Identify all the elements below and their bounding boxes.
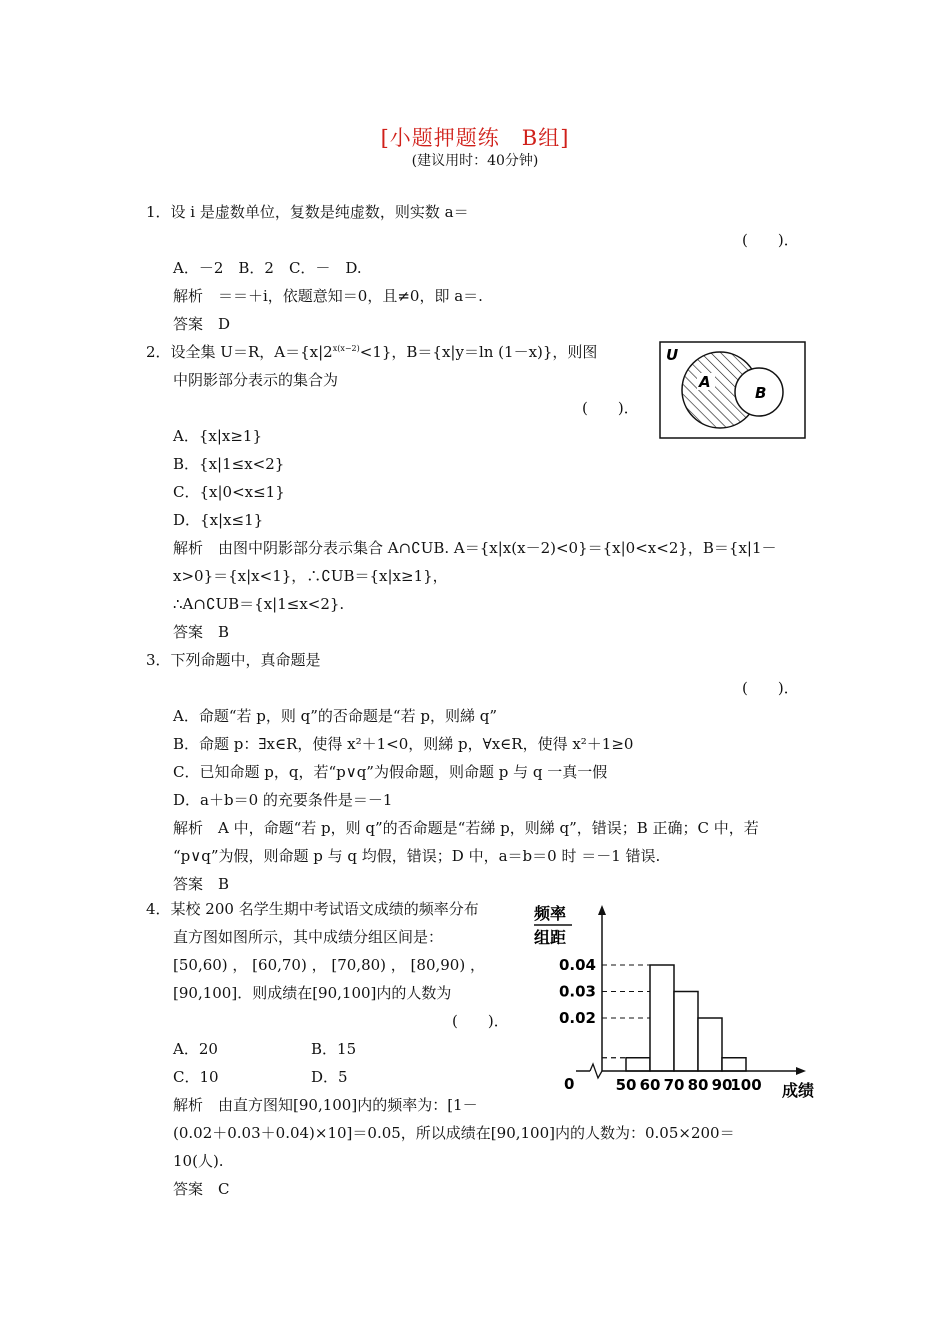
- x-tick-labels: [616, 1076, 762, 1094]
- q4-answer: 答案 C: [173, 1180, 230, 1198]
- q1-analysis: 解析 ＝＝＋i，依题意知＝0，且≠0，即 a＝.: [173, 287, 483, 305]
- q2-stem-part-b: <1}，B＝{x|y＝ln (1－x)}，则图: [359, 343, 598, 361]
- page-title: [小题押题练 B组]: [380, 126, 570, 150]
- x-tick-label: 50: [615, 1076, 637, 1094]
- x-tick-label: 90: [711, 1076, 733, 1094]
- q3-analysis-line1: 解析 A 中，命题“若 p，则 q”的否命题是“若綈 p，则綈 q”，错误；B 正确；C 中，若: [173, 819, 759, 837]
- x-tick-label: 60: [639, 1076, 661, 1094]
- q4-option-a: A．20: [173, 1040, 218, 1058]
- q4-option-b: B．15: [311, 1040, 357, 1058]
- q2-analysis-line1: 解析 由图中阴影部分表示集合 A∩∁UB. A＝{x|x(x－2)<0}＝{x|0<x<2}，B＝{x|1－: [173, 539, 777, 557]
- venn-label-b: B: [755, 384, 767, 402]
- y-tick-labels: [559, 956, 596, 1027]
- q4-stem-line3: [50,60) ， [60,70) ， [70,80) ， [80,90) ，: [173, 956, 485, 974]
- histogram-bar: [674, 992, 698, 1072]
- x-axis-label: 成绩: [782, 1081, 815, 1100]
- q2-option-c: C．{x|0<x≤1}: [173, 483, 285, 501]
- y-label-top: 频率: [534, 904, 567, 923]
- q4-option-d: D．5: [311, 1068, 348, 1086]
- q3-option-b: B．命题 p：∃x∈R，使得 x²＋1<0，则綈 p，∀x∈R，使得 x²＋1≥0: [173, 735, 634, 753]
- frequency-histogram: [528, 895, 818, 1105]
- q4-stem-line1: 4．某校 200 名学生期中考试语文成绩的频率分布: [146, 900, 479, 918]
- page-subtitle: (建议用时：40分钟): [411, 153, 539, 169]
- q2-stem-part-a: 2．设全集 U＝R，A＝{x|2: [146, 343, 333, 361]
- q3-analysis-line2: “p∨q”为假，则命题 p 与 q 均假，错误；D 中，a＝b＝0 时 ＝－1 错误.: [173, 847, 661, 865]
- y-tick-label: 0.02: [558, 1009, 596, 1027]
- q4-option-c: C．10: [173, 1068, 219, 1086]
- q3-stem: 3．下列命题中，真命题是: [146, 651, 321, 669]
- q2-option-a: A．{x|x≥1}: [173, 427, 263, 445]
- x-axis-arrow: [796, 1067, 806, 1075]
- q4-analysis-line1: 解析 由直方图知[90,100]内的频率为：[1－: [173, 1096, 478, 1114]
- histogram-bar: [698, 1018, 722, 1071]
- venn-label-a: A: [699, 373, 711, 391]
- q4-analysis-line2: (0.02＋0.03＋0.04)×10]＝0.05，所以成绩在[90,100]内的人数为：0.05×200＝: [173, 1124, 735, 1142]
- x-tick-label: 70: [663, 1076, 685, 1094]
- q2-stem-line1: [146, 342, 597, 362]
- q2-answer-paren: ( )．: [582, 399, 639, 417]
- x-tick-label: 80: [687, 1076, 709, 1094]
- q4-stem-line4: [90,100]．则成绩在[90,100]内的人数为: [173, 984, 452, 1002]
- origin-label: 0: [564, 1075, 575, 1093]
- q2-stem-line2: 中阴影部分表示的集合为: [173, 371, 339, 389]
- q3-option-d: D．a＋b＝0 的充要条件是＝－1: [173, 791, 393, 809]
- q2-stem-exponent: x(x−2): [332, 344, 360, 353]
- y-tick-label: 0.03: [558, 982, 596, 1001]
- q1-answer-paren: ( )．: [742, 231, 799, 249]
- q1-stem: 1．设 i 是虚数单位，复数是纯虚数，则实数 a＝: [146, 203, 469, 221]
- q4-answer-paren: ( )．: [452, 1012, 509, 1030]
- y-tick-label: 0.04: [558, 956, 596, 974]
- y-axis-arrow: [598, 905, 606, 915]
- q1-options: A．－2 B．2 C．－ D.: [173, 259, 362, 277]
- q3-option-c: C．已知命题 p，q，若“p∨q”为假命题，则命题 p 与 q 一真一假: [173, 763, 608, 781]
- q1-answer: 答案 D: [173, 315, 231, 333]
- q2-option-d: D．{x|x≤1}: [173, 511, 264, 529]
- q4-stem-line2: 直方图如图所示，其中成绩分组区间是：: [173, 928, 444, 946]
- q3-answer: 答案 B: [173, 875, 230, 893]
- histogram-bar: [722, 1058, 746, 1071]
- q3-option-a: A．命题“若 p，则 q”的否命题是“若 p，则綈 q”: [173, 707, 497, 725]
- x-tick-label: 100: [730, 1076, 762, 1094]
- venn-label-u: U: [666, 346, 679, 364]
- venn-diagram: [658, 340, 808, 440]
- x-axis-break: [590, 1064, 602, 1078]
- y-label-bottom: 组距: [534, 928, 567, 947]
- histogram-bars: [626, 965, 746, 1071]
- q4-analysis-line3: 10(人).: [173, 1152, 224, 1170]
- q2-analysis-line3: ∴A∩∁UB＝{x|1≤x<2}.: [173, 595, 345, 613]
- q2-option-b: B．{x|1≤x<2}: [173, 455, 285, 473]
- histogram-bar: [626, 1058, 650, 1071]
- q3-answer-paren: ( )．: [742, 679, 799, 697]
- q2-answer: 答案 B: [173, 623, 230, 641]
- histogram-bar: [650, 965, 674, 1071]
- q2-analysis-line2: x>0}＝{x|x<1}，∴∁UB＝{x|x≥1}，: [173, 567, 448, 585]
